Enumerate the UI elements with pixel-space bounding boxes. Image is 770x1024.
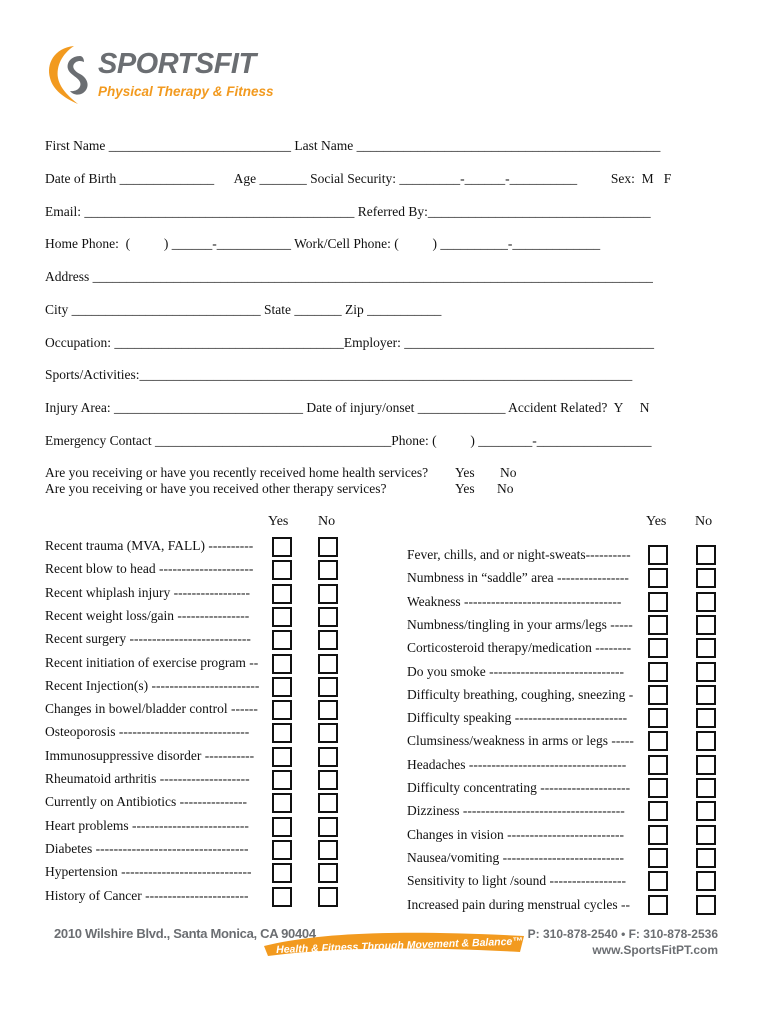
left-yes-checkbox[interactable] [272, 770, 292, 790]
address-line[interactable]: Address ___________________________________________________________________________________ [45, 269, 653, 284]
right-symptom-label: Do you smoke ------------------------------ [407, 663, 624, 679]
right-no-header: No [695, 514, 713, 529]
left-no-checkbox[interactable] [318, 793, 338, 813]
other-therapy-no[interactable]: No [497, 481, 514, 496]
left-symptom-label: Immunosuppressive disorder ----------- [45, 747, 255, 763]
injury-line[interactable]: Injury Area: ____________________________ Date of injury/onset _____________ Accident Related? Y N [45, 400, 650, 415]
right-no-checkbox[interactable] [696, 848, 716, 868]
right-yes-checkbox[interactable] [648, 662, 668, 682]
left-yes-checkbox[interactable] [272, 840, 292, 860]
right-yes-checkbox[interactable] [648, 592, 668, 612]
right-yes-checkbox[interactable] [648, 801, 668, 821]
left-yes-checkbox[interactable] [272, 654, 292, 674]
slogan-banner [262, 930, 526, 956]
left-symptom-label: Recent initiation of exercise program -- [45, 654, 259, 670]
left-symptom-label: Recent whiplash injury ----------------- [45, 584, 251, 600]
right-yes-checkbox[interactable] [648, 638, 668, 658]
footer-address: 2010 Wilshire Blvd., Santa Monica, CA 90404 [54, 926, 316, 941]
city-state-zip-line[interactable]: City ____________________________ State _______ Zip ___________ [45, 302, 442, 317]
right-no-checkbox[interactable] [696, 592, 716, 612]
right-symptom-label: Increased pain during menstrual cycles -- [407, 896, 631, 912]
left-symptom-label: Heart problems -------------------------- [45, 817, 249, 833]
right-no-checkbox[interactable] [696, 871, 716, 891]
home-health-no[interactable]: No [500, 465, 517, 480]
right-yes-checkbox[interactable] [648, 731, 668, 751]
right-yes-checkbox[interactable] [648, 685, 668, 705]
sports-activities-line[interactable]: Sports/Activities:_________________________________________________________________________ [45, 367, 633, 382]
left-symptom-label: History of Cancer ----------------------- [45, 887, 249, 903]
dob-age-ssn-sex-line[interactable]: Date of Birth ______________ Age _______ Social Security: _________-______-__________ Sex: M F [45, 171, 672, 186]
left-yes-checkbox[interactable] [272, 584, 292, 604]
right-symptom-label: Nausea/vomiting --------------------------- [407, 849, 624, 865]
right-no-checkbox[interactable] [696, 731, 716, 751]
home-health-question: Are you receiving or have you recently received home health services? [45, 465, 429, 480]
right-no-checkbox[interactable] [696, 685, 716, 705]
left-no-checkbox[interactable] [318, 584, 338, 604]
footer [0, 920, 770, 980]
left-no-checkbox[interactable] [318, 840, 338, 860]
right-symptom-label: Difficulty breathing, coughing, sneezing - [407, 686, 634, 702]
left-no-checkbox[interactable] [318, 654, 338, 674]
right-symptom-label: Difficulty concentrating -------------------- [407, 780, 631, 795]
left-yes-header: Yes [268, 514, 289, 529]
right-no-checkbox[interactable] [696, 825, 716, 845]
left-symptom-label: Rheumatoid arthritis -------------------- [45, 771, 250, 786]
right-no-checkbox[interactable] [696, 545, 716, 565]
right-yes-checkbox[interactable] [648, 568, 668, 588]
right-yes-checkbox[interactable] [648, 895, 668, 915]
left-symptom-label: Changes in bowel/bladder control ------ [45, 701, 258, 717]
right-yes-header: Yes [646, 514, 667, 529]
left-no-checkbox[interactable] [318, 677, 338, 697]
left-symptom-label: Recent surgery --------------------------- [45, 631, 251, 647]
left-no-checkbox[interactable] [318, 607, 338, 627]
left-yes-checkbox[interactable] [272, 793, 292, 813]
right-yes-checkbox[interactable] [648, 778, 668, 798]
left-yes-checkbox[interactable] [272, 747, 292, 767]
right-yes-checkbox[interactable] [648, 545, 668, 565]
left-no-checkbox[interactable] [318, 560, 338, 580]
right-symptom-label: Sensitivity to light /sound ----------------- [407, 873, 626, 889]
emergency-contact-line[interactable]: Emergency Contact ___________________________________Phone: ( ) ________-_________________ [45, 433, 652, 448]
right-no-checkbox[interactable] [696, 662, 716, 682]
left-symptom-label: Recent trauma (MVA, FALL) ---------- [45, 538, 254, 553]
left-no-checkbox[interactable] [318, 863, 338, 883]
right-yes-checkbox[interactable] [648, 615, 668, 635]
right-symptom-label: Corticosteroid therapy/medication -------- [407, 640, 632, 656]
left-no-checkbox[interactable] [318, 817, 338, 837]
logo-s-swoosh-icon [44, 42, 96, 112]
right-yes-checkbox[interactable] [648, 708, 668, 728]
phone-line[interactable]: Home Phone: ( ) ______-___________ Work/Cell Phone: ( ) __________-_____________ [45, 236, 601, 251]
left-symptom-label: Currently on Antibiotics --------------- [45, 794, 248, 810]
right-symptom-label: Weakness ----------------------------------- [407, 593, 622, 609]
right-symptom-label: Numbness/tingling in your arms/legs ----- [407, 616, 633, 632]
left-no-checkbox[interactable] [318, 630, 338, 650]
left-yes-checkbox[interactable] [272, 723, 292, 743]
footer-contact [528, 926, 718, 958]
left-no-checkbox[interactable] [318, 723, 338, 743]
left-symptom-label: Diabetes ---------------------------------- [45, 840, 249, 856]
right-symptom-label: Headaches ----------------------------------- [407, 756, 627, 772]
right-yes-checkbox[interactable] [648, 848, 668, 868]
name-fields-line[interactable]: First Name ___________________________ Last Name _____________________________________________ [45, 138, 661, 153]
right-no-checkbox[interactable] [696, 778, 716, 798]
left-no-checkbox[interactable] [318, 700, 338, 720]
left-yes-checkbox[interactable] [272, 887, 292, 907]
left-yes-checkbox[interactable] [272, 630, 292, 650]
footer-website[interactable]: www.SportsFitPT.com [592, 943, 718, 957]
right-no-checkbox[interactable] [696, 755, 716, 775]
left-yes-checkbox[interactable] [272, 817, 292, 837]
left-yes-checkbox[interactable] [272, 863, 292, 883]
right-no-checkbox[interactable] [696, 708, 716, 728]
footer-slogan: Health & Fitness Through Movement & Balance™ [275, 935, 523, 956]
left-symptom-label: Recent blow to head --------------------- [45, 561, 254, 577]
left-no-checkbox[interactable] [318, 770, 338, 790]
right-no-checkbox[interactable] [696, 801, 716, 821]
right-yes-checkbox[interactable] [648, 755, 668, 775]
left-symptom-label: Recent Injection(s) ------------------------ [45, 677, 260, 693]
right-symptom-label: Changes in vision -------------------------- [407, 826, 625, 842]
other-therapy-yes[interactable]: Yes [455, 481, 475, 496]
left-symptom-label: Recent weight loss/gain ---------------- [45, 607, 250, 623]
right-no-checkbox[interactable] [696, 568, 716, 588]
email-referred-line[interactable]: Email: ________________________________________ Referred By:_________________________________ [45, 204, 651, 219]
left-no-checkbox[interactable] [318, 537, 338, 557]
left-yes-checkbox[interactable] [272, 607, 292, 627]
left-no-checkbox[interactable] [318, 887, 338, 907]
left-yes-checkbox[interactable] [272, 537, 292, 557]
left-no-header: No [318, 514, 336, 529]
left-yes-checkbox[interactable] [272, 700, 292, 720]
right-symptom-label: Numbness in “saddle” area ---------------- [407, 570, 629, 586]
brand-name: SPORTSFIT [98, 48, 256, 80]
right-symptom-label: Difficulty speaking ------------------------- [407, 710, 628, 726]
right-symptom-label: Dizziness ------------------------------------ [407, 803, 625, 819]
sportsfit-logo [44, 42, 274, 116]
left-symptom-label: Hypertension ----------------------------- [45, 864, 252, 880]
right-symptom-label: Fever, chills, and or night-sweats---------- [407, 547, 631, 562]
left-no-checkbox[interactable] [318, 747, 338, 767]
right-yes-checkbox[interactable] [648, 871, 668, 891]
brand-tagline: Physical Therapy & Fitness [98, 84, 274, 99]
other-therapy-question: Are you receiving or have you received other therapy services? [45, 481, 387, 496]
home-health-yes[interactable]: Yes [455, 465, 475, 480]
left-yes-checkbox[interactable] [272, 677, 292, 697]
right-no-checkbox[interactable] [696, 638, 716, 658]
occupation-employer-line[interactable]: Occupation: __________________________________Employer: _____________________________________ [45, 335, 654, 350]
left-symptom-label: Osteoporosis ----------------------------- [45, 724, 250, 740]
right-symptom-label: Clumsiness/weakness in arms or legs ----- [407, 733, 634, 749]
footer-phone-fax: P: 310-878-2540 • F: 310-878-2536 [527, 927, 718, 941]
right-yes-checkbox[interactable] [648, 825, 668, 845]
left-yes-checkbox[interactable] [272, 560, 292, 580]
right-no-checkbox[interactable] [696, 615, 716, 635]
right-no-checkbox[interactable] [696, 895, 716, 915]
